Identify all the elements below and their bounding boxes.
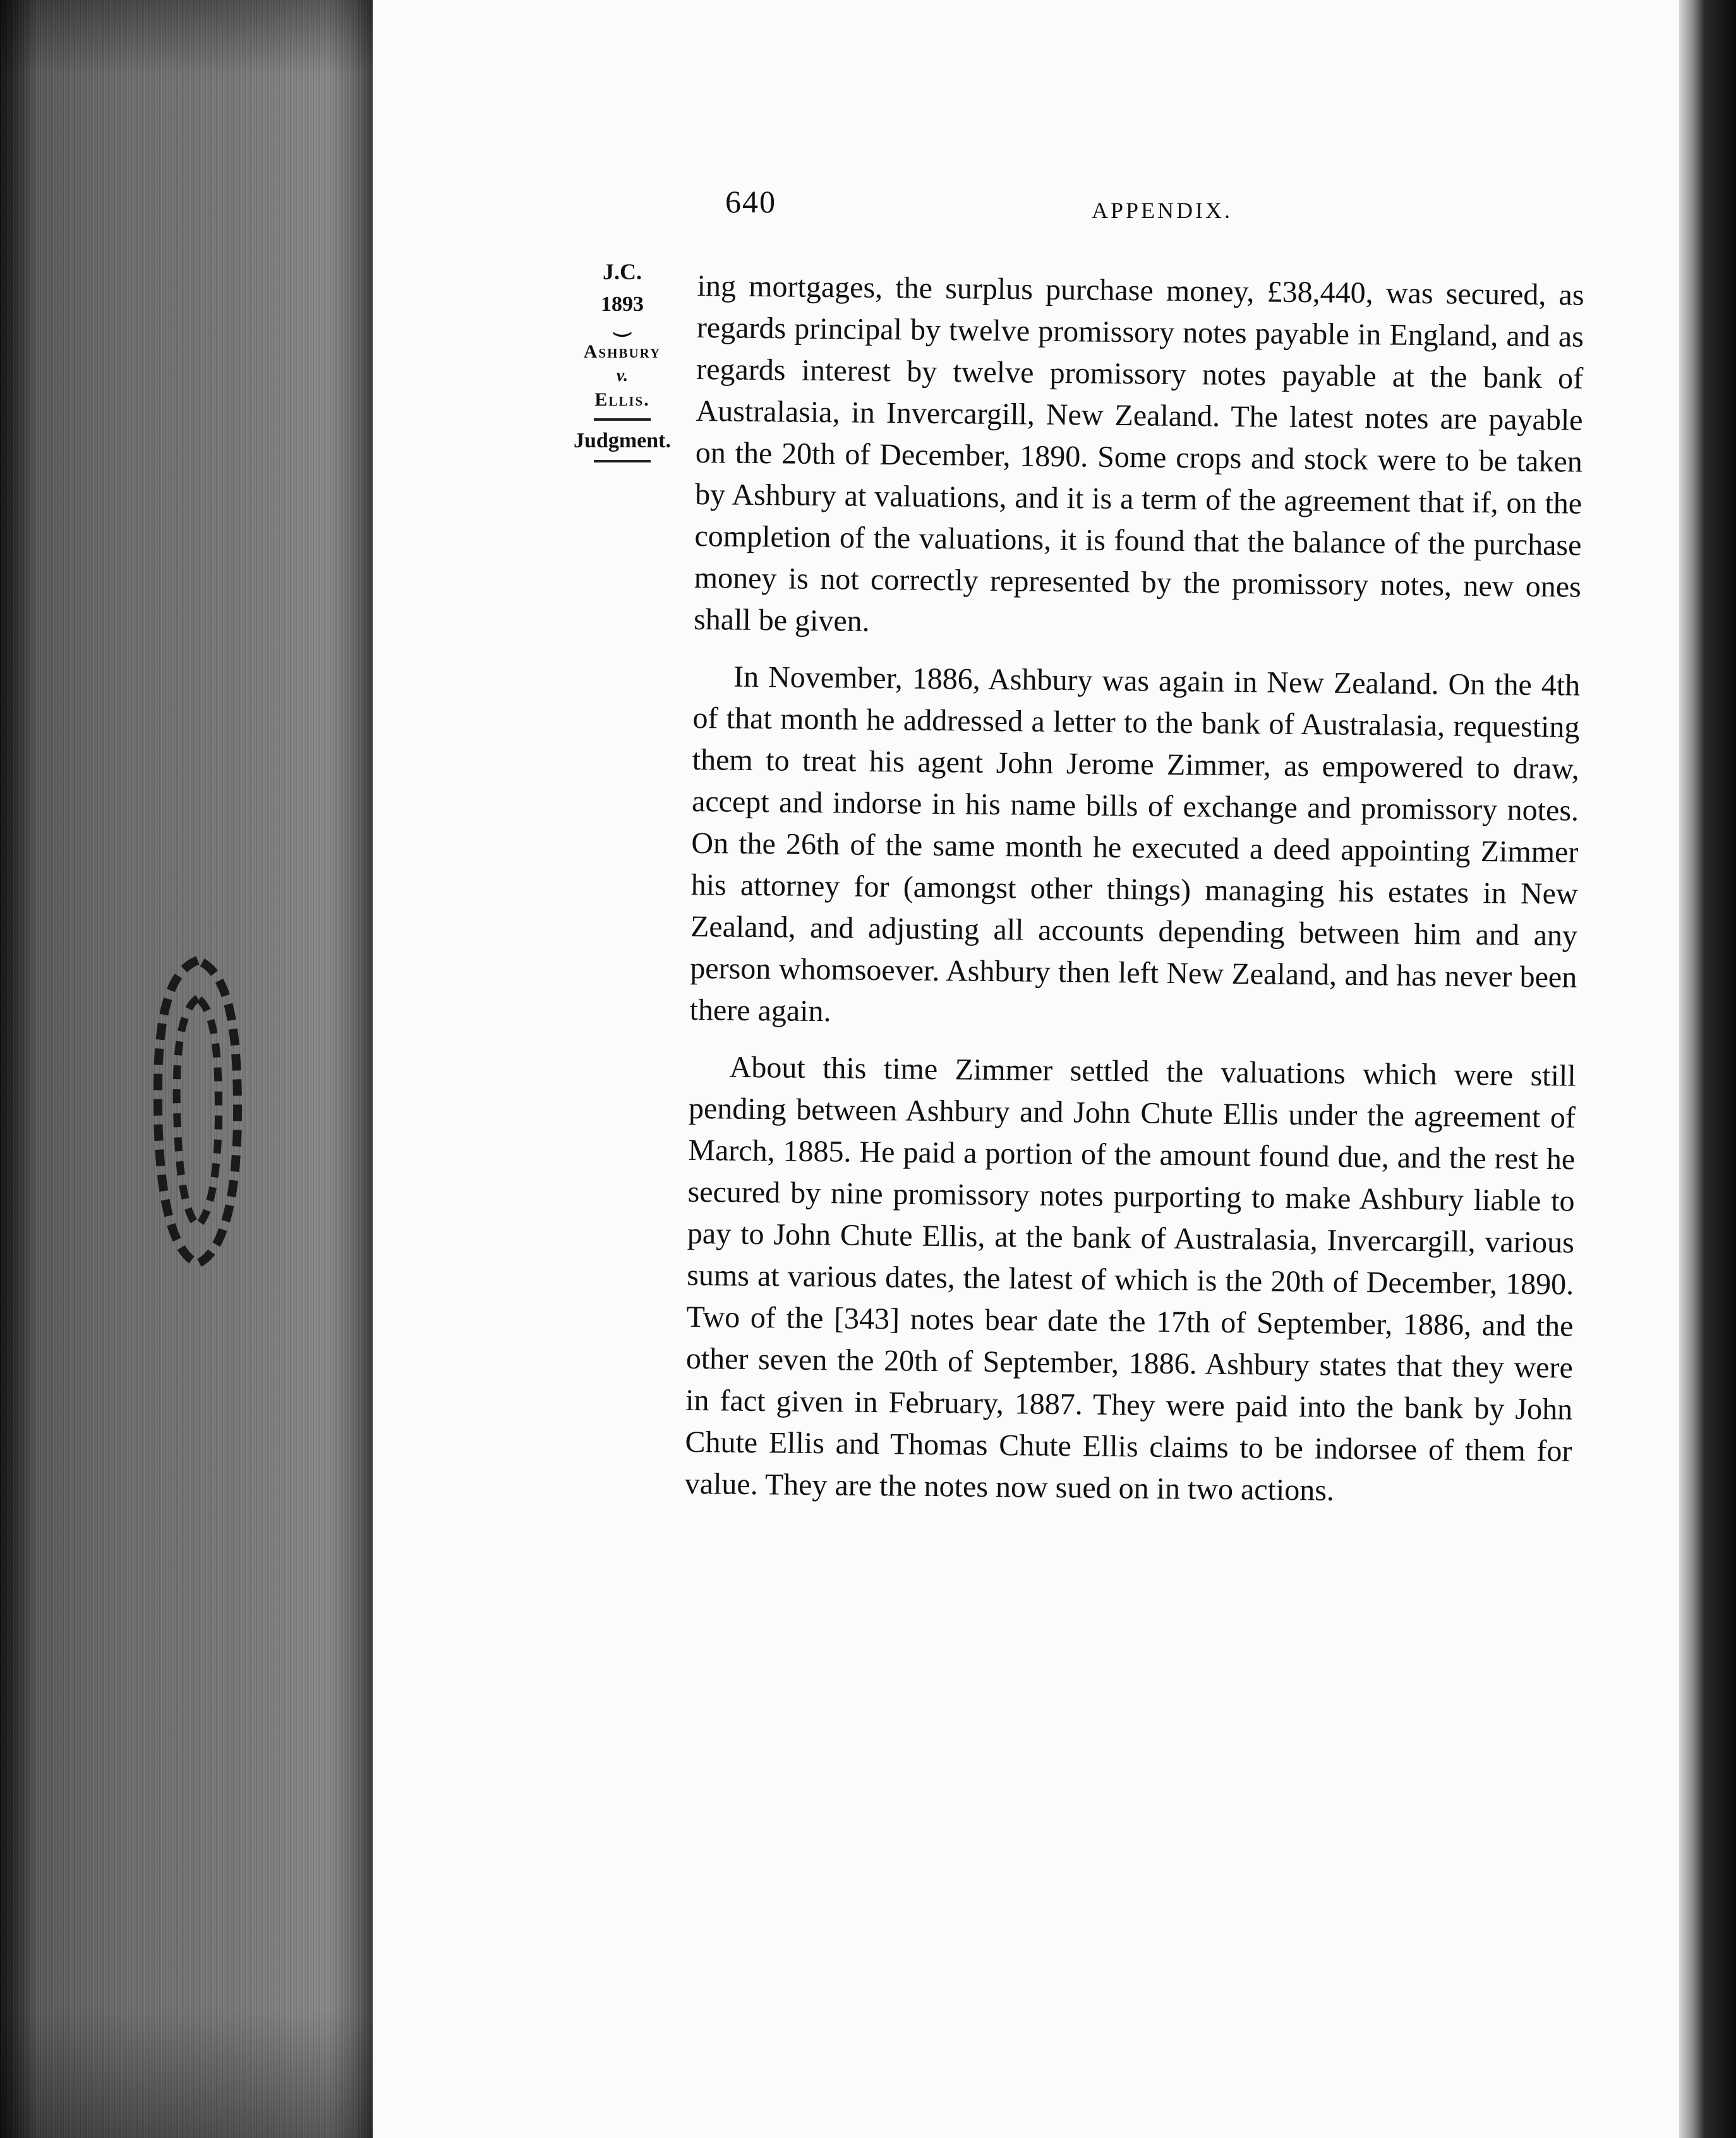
- margin-note: [550, 253, 695, 468]
- margin-rule: [594, 418, 651, 421]
- paragraph: In November, 1886, Ashbury was again in New Zealand. On the 4th of that month he addressed a letter to the bank of Australasia, requesting them to treat his agent John Jerome Zimmer, as empowered to draw, accept and indorse in his name bills of exchange and promissory notes. On the 26th of the same month he executed a deed appointing Zimmer his attorney for (amongst other things) managing his estates in New Zealand, and adjusting all accounts depending between him and any person whomsoever. Ashbury then left New Zealand, and has never been there again.: [689, 660, 1581, 1029]
- library-stamp-mark: [150, 948, 245, 1276]
- margin-party-two: Ellis.: [594, 389, 650, 410]
- margin-rule: [594, 460, 651, 462]
- body-text: [684, 265, 1584, 1530]
- paragraph: About this time Zimmer settled the valuations which were still pending between Ashbury and John Chute Ellis under the agreement of March, 1885. He paid a portion of the amount found due, and the rest he secured by nine promissory notes purporting to make Ashbury liable to pay to John Chute Ellis, at the bank of Australasia, Invercargill, various sums at various dates, the latest of which is the 20th of December, 1890. Two of the [343] notes bear date the 17th of September, 1886, and the other seven the 20th of September, 1886. Ashbury states that they were in fact given in February, 1887. They were paid into the bank by John Chute Ellis and Thomas Chute Ellis claims to be indorsee of them for value. They are the notes now sued on in two actions.: [684, 1050, 1576, 1507]
- margin-year: 1893: [601, 293, 644, 316]
- margin-versus: v.: [616, 366, 629, 385]
- margin-court: J.C.: [603, 259, 642, 284]
- paragraph: ing mortgages, the surplus purchase money, £38,440, was secured, as regards principal by twelve promissory notes payable in England, and as regards interest by twelve promissory notes payable at the bank of Australasia, in Invercargill, New Zealand. The latest notes are payable on the 20th of December, 1890. Some crops and stock were to be taken by Ashbury at valuations, and it is a term of the agreement that if, on the completion of the valuations, it is found that the balance of the purchase money is not correctly represented by the promissory notes, new ones shall be given.: [693, 269, 1584, 638]
- margin-party-one: Ashbury: [583, 341, 661, 362]
- margin-brace-mark: ⏝: [613, 315, 632, 335]
- running-head: APPENDIX.: [1092, 198, 1233, 223]
- margin-section-label: Judgment.: [574, 429, 671, 452]
- page-number: 640: [725, 184, 776, 219]
- right-page-edge: [1679, 0, 1736, 2138]
- page-header: [725, 183, 1262, 234]
- book-page-edges: [0, 0, 373, 2138]
